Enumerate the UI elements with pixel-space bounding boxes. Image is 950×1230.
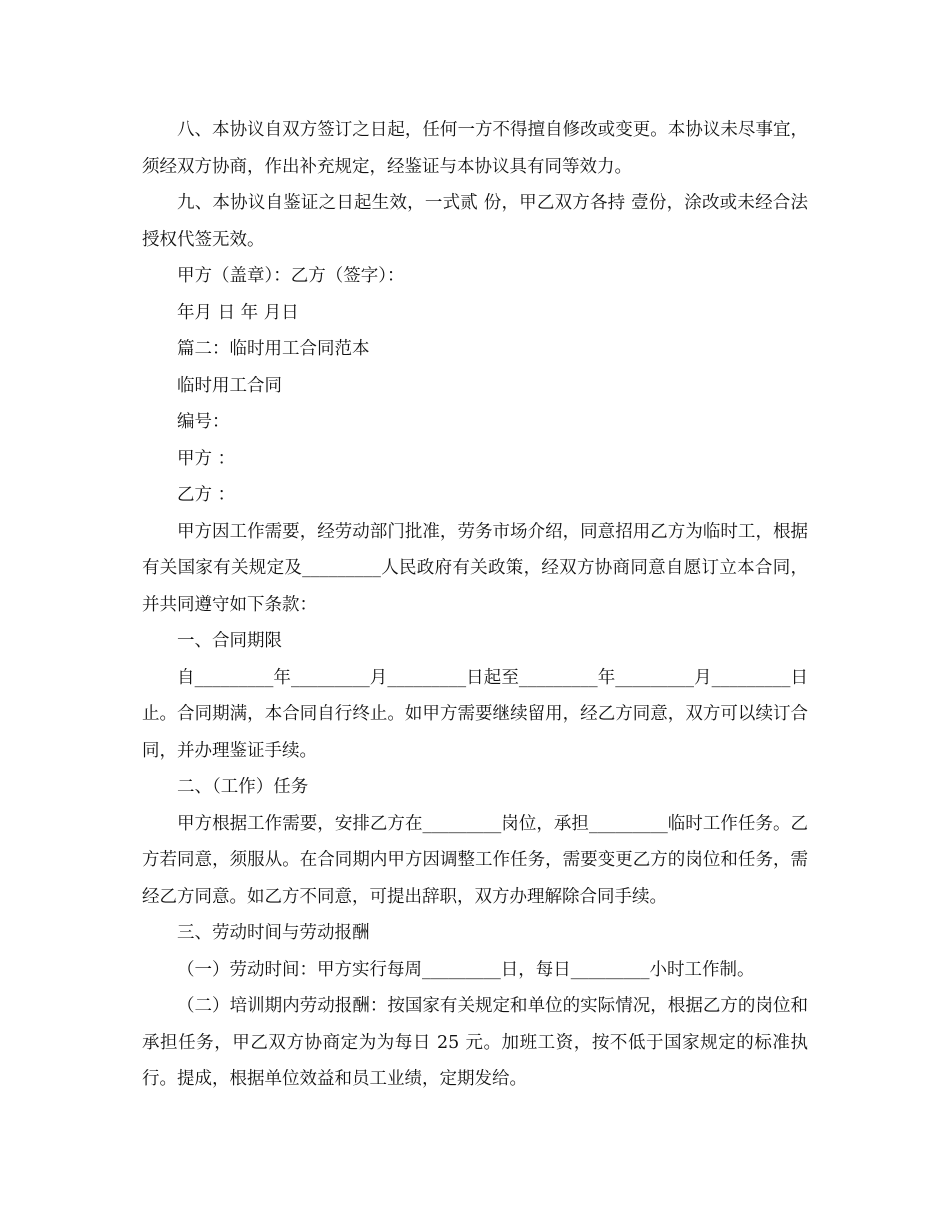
party-b-field: 乙方 ： [177, 485, 236, 505]
heading-work-tasks: 二、（工作）任务 [177, 777, 309, 797]
paragraph-work-tasks: 甲方根据工作需要，安排乙方在_________岗位，承担_________临时工作任务。乙方若同意，须服从。在合同期内甲方因调整工作任务，需要变更乙方的岗位和任务，需经乙方同意。如乙方不同意，可提出辞职，双方办理解除合同手续。 [142, 813, 808, 907]
contract-number-field: 编号： [177, 412, 230, 432]
paragraph-article-9: 九、本协议自鉴证之日起生效，一式贰 份，甲乙双方各持 壹份，涂改或未经合法授权代签无效。 [142, 193, 808, 250]
signature-line-dates: 年月 日 年 月日 [177, 302, 299, 323]
paragraph-article-8: 八、本协议自双方签订之日起，任何一方不得擅自修改或变更。本协议未尽事宜，须经双方协商，作出补充规定，经鉴证与本协议具有同等效力。 [142, 120, 808, 177]
document-body [142, 112, 808, 1098]
paragraph-preamble: 甲方因工作需要，经劳动部门批准，劳务市场介绍，同意招用乙方为临时工，根据有关国家有关规定及_________人民政府有关政策，经双方协商同意自愿订立本合同，并共同遵守如下条款： [142, 521, 808, 615]
signature-line-parties: 甲方（盖章）：乙方（签字）： [177, 266, 405, 286]
contract-title: 临时用工合同 [177, 375, 282, 396]
paragraph-working-hours: （一）劳动时间：甲方实行每周_________日，每日_________小时工作制。 [177, 959, 755, 980]
heading-contract-term: 一、合同期限 [177, 631, 282, 651]
heading-hours-and-pay: 三、劳动时间与劳动报酬 [177, 923, 370, 943]
section-heading-part-two: 篇二：临时用工合同范本 [177, 339, 370, 359]
paragraph-contract-term: 自_________年_________月_________日起至_________年_________月_________日止。合同期满，本合同自行终止。如甲方需要继续留用，经乙方同意，双方可以续订合同，并办理鉴证手续。 [142, 667, 808, 761]
paragraph-training-pay: （二）培训期内劳动报酬：按国家有关规定和单位的实际情况，根据乙方的岗位和承担任务，甲乙双方协商定为为每日 25 元。加班工资，按不低于国家规定的标准执行。提成，根据单位效益和员工业绩，定期发给。 [142, 996, 808, 1089]
party-a-field: 甲方 ： [177, 448, 236, 469]
